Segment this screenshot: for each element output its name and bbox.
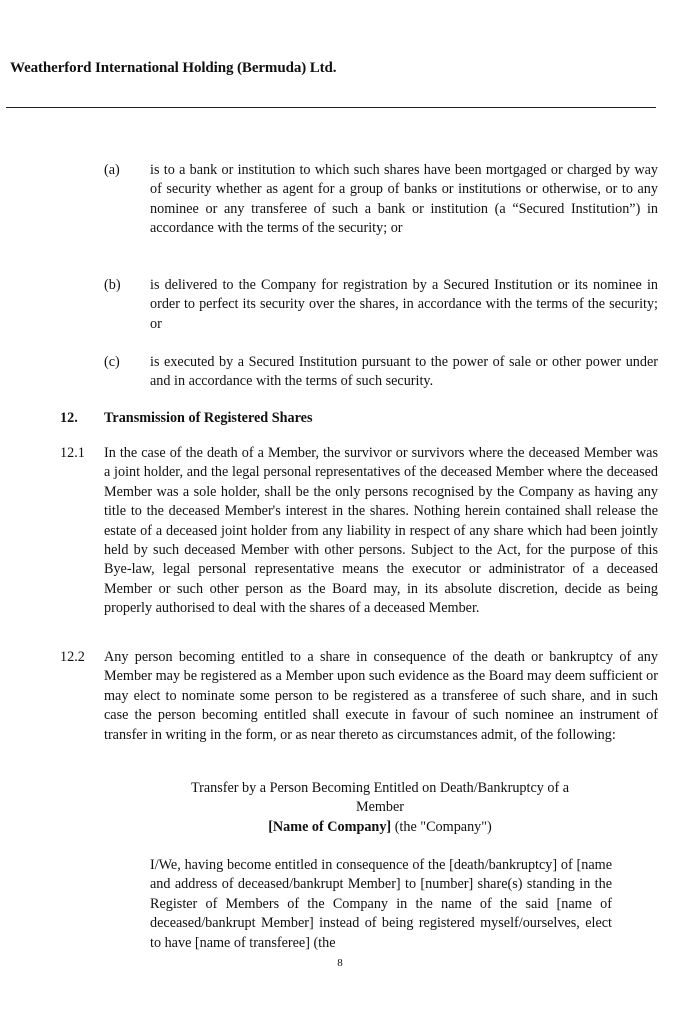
list-item-c: [104, 353, 658, 392]
page-number: 8: [337, 957, 343, 969]
list-item-b: [104, 276, 658, 334]
clause-text: In the case of the death of a Member, the survivor or survivors where the deceased Member was a joint holder, and the legal personal representatives of the deceased Member where the deceased Member was a sole holder, shall be the only persons recognised by the Company as having any title to the deceased Member's interest in the shares. Nothing herein contained shall release the estate of a deceased joint holder from any liability in respect of any share which had been jointly held by such deceased Member with other persons. Subject to the Act, for the purpose of this Bye-law, legal personal representative means the executor or administrator of a deceased Member or such other person as the Board may, in its absolute discretion, decide as being properly authorised to deal with the shares of a deceased Member.: [104, 445, 658, 617]
clause-number: 12.1: [60, 445, 85, 461]
clause-12-1: [60, 444, 658, 619]
list-item-label: (a): [104, 162, 120, 178]
form-company-name: [Name of Company]: [268, 818, 392, 835]
list-item-label: (b): [104, 277, 121, 293]
form-title-line2: Member: [355, 799, 405, 816]
section-heading: [60, 409, 658, 428]
section-title: Transmission of Registered Shares: [104, 410, 313, 426]
clause-text: Any person becoming entitled to a share in consequence of the death or bankruptcy of any Member may be registered as a Member upon such evidence as the Board may deem sufficient or may elect to nominate some person to be registered as a transferee of such share, and in such case the person becoming entitled shall execute in favour of such nominee an instrument of transfer in writing in the form, or as near thereto as circumstances admit, of the following:: [104, 649, 658, 743]
list-item-text: is to a bank or institution to which such shares have been mortgaged or charged by way of security whether as agent for a group of banks or institutions or otherwise, or to any nominee or any transferee of such a bank or institution (a “Secured Institution”) in accordance with the terms of the security; or: [150, 162, 658, 237]
section-number: 12.: [60, 410, 78, 426]
form-title: [150, 779, 610, 837]
form-body: I/We, having become entitled in consequence of the [death/bankruptcy] of [name and address of deceased/bankrupt Member] to [number] share(s) standing in the Register of Members of the Company in the name of the said [name of deceased/bankrupt Member] instead of being registered myself/ourselves, elect to have [name of transferee] (the: [150, 857, 612, 951]
form-company-suffix: (the "Company"): [391, 818, 492, 835]
clause-number: 12.2: [60, 649, 85, 665]
list-item-label: (c): [104, 354, 120, 370]
page-header-company: Weatherford International Holding (Bermuda) Ltd.: [10, 60, 337, 76]
list-item-text: is delivered to the Company for registration by a Secured Institution or its nominee in order to perfect its security over the shares, in accordance with the terms of the security; or: [150, 277, 658, 332]
list-item-a: [104, 161, 658, 239]
header-divider: [6, 107, 656, 108]
clause-12-2: [60, 648, 658, 745]
form-title-line1: Transfer by a Person Becoming Entitled on Death/Bankruptcy of a: [190, 780, 570, 796]
form-company-line: [150, 818, 610, 837]
list-item-text: is executed by a Secured Institution pursuant to the power of sale or other power under and in accordance with the terms of such security.: [150, 354, 658, 390]
